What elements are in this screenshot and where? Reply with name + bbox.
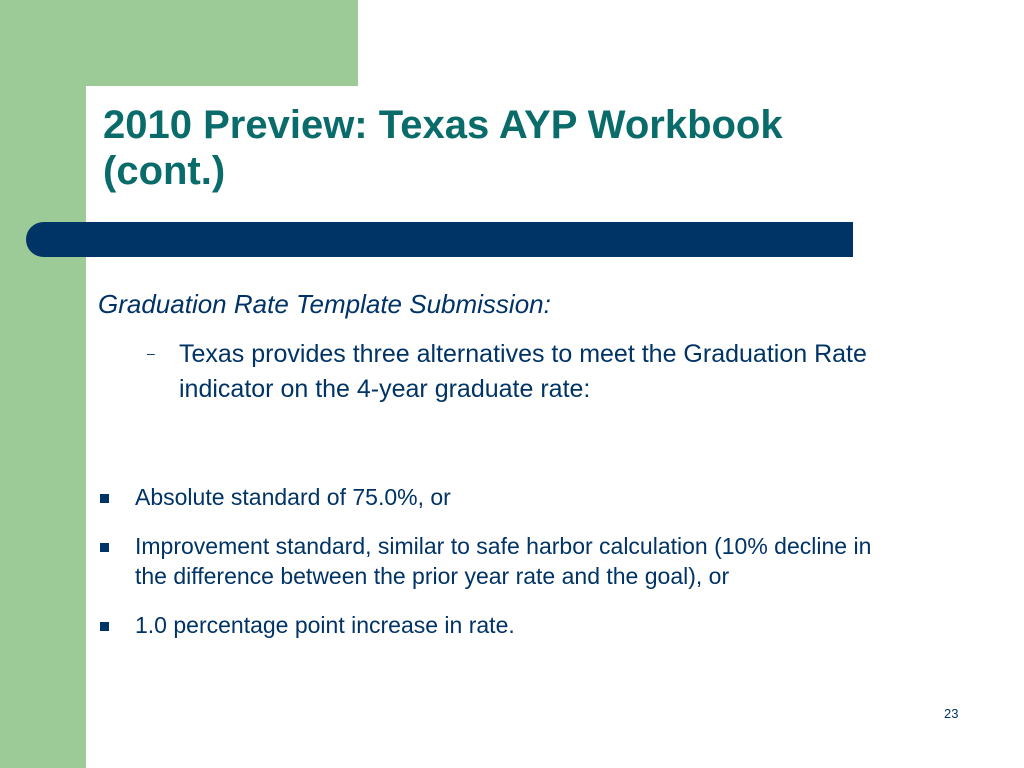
bullet-text: Improvement standard, similar to safe harbor calculation (10% decline in the difference between the prior year rate and the goal), or [135, 533, 872, 589]
square-bullet-icon [100, 494, 109, 503]
bullet-item [98, 610, 908, 640]
bullet-text: 1.0 percentage point increase in rate. [135, 612, 515, 638]
green-side-band [0, 0, 86, 768]
green-top-band [0, 0, 358, 86]
sub-point-text: Texas provides three alternatives to meet the Graduation Rate indicator on the 4-year graduate rate: [179, 340, 867, 403]
title-divider-bar [26, 222, 853, 257]
bullet-item [98, 482, 908, 512]
section-heading: Graduation Rate Template Submission: [98, 289, 551, 319]
bullet-text: Absolute standard of 75.0%, or [135, 484, 451, 510]
square-bullet-icon [100, 622, 109, 631]
page-number: 23 [944, 706, 959, 721]
bullet-item [98, 531, 908, 591]
bullet-list [98, 482, 908, 659]
square-bullet-icon [100, 543, 109, 552]
slide-title: 2010 Preview: Texas AYP Workbook (cont.) [103, 103, 783, 193]
dash-marker: – [147, 345, 155, 361]
